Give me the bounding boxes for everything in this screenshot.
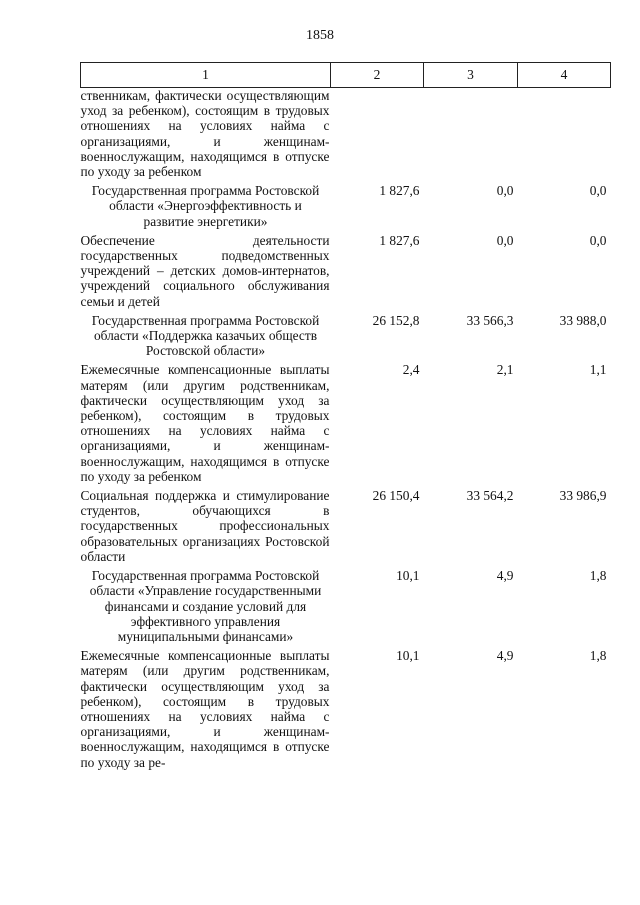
row-value-3: 33 564,2 (466, 488, 514, 504)
row-name: Обеспечение деятельности государственных подведомственных учреждений – детских домов-интернатов, учреждений социального обслуживания семьи и детей (80, 232, 330, 309)
column-header-3: 3 (424, 63, 518, 88)
row-value-2: 1 827,6 (379, 183, 420, 199)
row-value-2: 1 827,6 (379, 232, 420, 248)
table-header-row (81, 63, 611, 88)
row-value-2 (331, 88, 424, 184)
row-name: Ежемесячные компенсационные выплаты матерям (или другим родственникам, фактически осуществляющим уход за ребенком), состоящим в трудовых отношениях на условиях найма с организациями, и женщинам-военнослужащим, находящимся в отпуске по уходу за ре- (80, 648, 330, 770)
row-value-3: 4,9 (496, 568, 514, 584)
row-value-4: 33 986,9 (559, 488, 607, 504)
program-name: Государственная программа Ростовской области «Поддержка казачьих обществ Ростовской области» (91, 312, 320, 359)
row-value-2: 10,1 (396, 648, 420, 664)
table-row (81, 488, 611, 568)
table-row (81, 313, 611, 363)
budget-table (80, 62, 611, 770)
column-header-1: 1 (81, 63, 331, 88)
row-value-2: 26 150,4 (372, 488, 420, 504)
table-row (81, 183, 611, 233)
row-value-2: 10,1 (396, 568, 420, 584)
row-name: Ежемесячные компенсационные выплаты матерям (или другим родственникам, фактически осуществляющим уход за ребенком), состоящим в трудовых отношениях на условиях найма с организациями, и женщинам-военнослужащим, находящимся в отпуске по уходу за ребенком (80, 362, 330, 484)
row-name: Социальная поддержка и стимулирование студентов, обучающихся в государственных профессиональных образовательных организациях Ростовской области (80, 488, 330, 564)
row-value-3: 0,0 (496, 232, 514, 248)
row-value-3: 4,9 (496, 648, 514, 664)
column-header-4: 4 (518, 63, 611, 88)
row-name: ственникам, фактически осуществляющим уход за ребенком), состоящим в трудовых отношениях на условиях найма с организациями, и женщинам-военнослужащим, находящимся в отпуске по уходу за ребенком (80, 88, 330, 180)
row-value-3 (424, 88, 518, 184)
row-value-4: 1,1 (589, 362, 607, 378)
column-header-2: 2 (331, 63, 424, 88)
row-value-3: 2,1 (496, 362, 514, 378)
row-value-4 (518, 88, 611, 184)
row-value-4: 1,8 (589, 648, 607, 664)
row-value-3: 0,0 (496, 183, 514, 199)
row-value-3: 33 566,3 (466, 312, 514, 328)
page-number: 1858 (306, 28, 334, 43)
row-value-2: 2,4 (402, 362, 420, 378)
row-value-4: 33 988,0 (559, 312, 607, 328)
table-row (81, 233, 611, 313)
table-row (81, 362, 611, 488)
row-value-4: 0,0 (589, 232, 607, 248)
program-name: Государственная программа Ростовской области «Управление государственными финансами и создание условий для эффективного управления муниципальными финансами» (89, 568, 322, 644)
row-value-4: 1,8 (589, 568, 607, 584)
row-value-4: 0,0 (589, 183, 607, 199)
table-row (81, 648, 611, 770)
program-name: Государственная программа Ростовской области «Энергоэффективность и развитие энергетики» (91, 183, 320, 229)
table-row (81, 568, 611, 648)
row-value-2: 26 152,8 (372, 312, 420, 328)
table-row (81, 88, 611, 184)
